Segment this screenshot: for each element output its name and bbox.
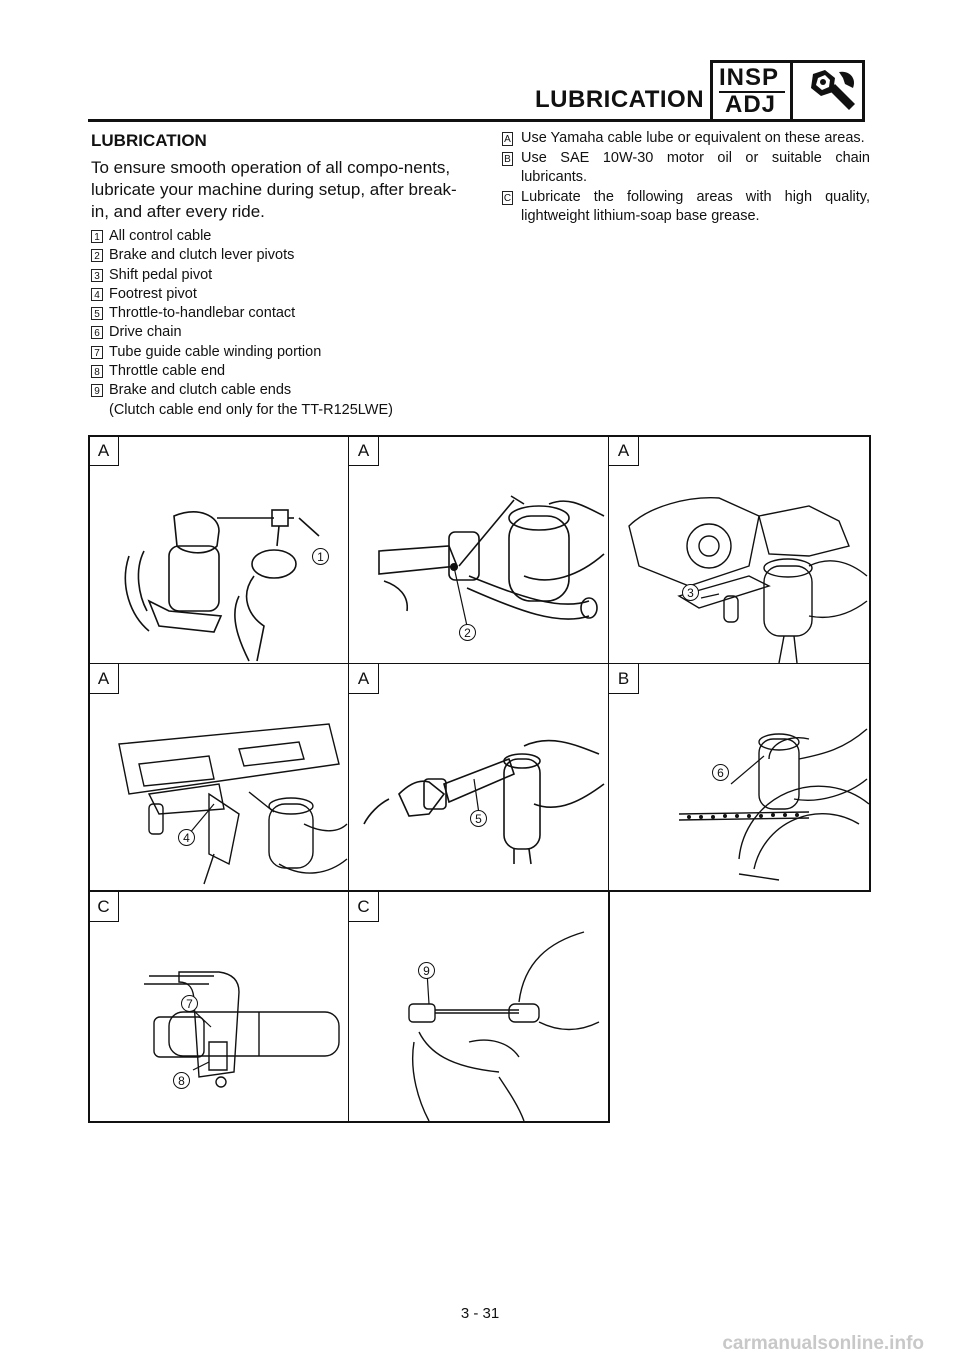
list-item (91, 246, 461, 265)
wrench-nut-icon (799, 66, 859, 116)
notes-column (502, 129, 870, 227)
item-number: 6 (91, 326, 103, 339)
note-a (502, 129, 870, 149)
tube-guide-illustration (89, 892, 348, 1121)
list-item (91, 343, 461, 362)
page-number: 3 - 31 (460, 1305, 500, 1322)
figure-letter: C (349, 892, 379, 922)
note-letter: C (503, 192, 512, 204)
item-number: 2 (91, 249, 103, 262)
item-text: Throttle-to-handlebar contact (109, 305, 296, 322)
note-text: Use SAE 10W-30 motor oil or suitable chain lubricants. (521, 149, 870, 185)
badge-insp-text: INSP (719, 64, 780, 91)
throttle-illustration (349, 664, 608, 891)
note-b (502, 149, 870, 188)
item-number: 7 (91, 346, 103, 359)
list-item (91, 323, 461, 342)
badge-adj-text: ADJ (725, 91, 777, 118)
item-text: Brake and clutch lever pivots (109, 247, 295, 264)
list-item (91, 285, 461, 304)
figure-letter: B (609, 664, 639, 694)
list-item-subnote: (Clutch cable end only for the TT-R125LWE) (109, 401, 393, 418)
callout-4: 4 (178, 829, 195, 846)
callout-6: 6 (712, 764, 729, 781)
figure-letter: A (89, 664, 119, 694)
watermark: carmanualsonline.info (722, 1333, 924, 1354)
item-text: Drive chain (109, 324, 182, 341)
figure-letter: A (349, 436, 379, 466)
control-cable-illustration (89, 436, 348, 663)
item-number: 4 (91, 288, 103, 301)
item-text: Shift pedal pivot (109, 266, 213, 283)
cable-end-illustration (349, 892, 608, 1121)
callout-8: 8 (173, 1072, 190, 1089)
figure-shift-pedal (609, 436, 870, 663)
intro-paragraph: To ensure smooth operation of all compo-nents, lubricate your machine during setup, after break-in, and after every ride. (91, 158, 457, 221)
callout-7: 7 (181, 995, 198, 1012)
item-text: Footrest pivot (109, 285, 197, 302)
list-item (91, 304, 461, 323)
item-text: Brake and clutch cable ends (109, 382, 292, 399)
item-text: Tube guide cable winding portion (109, 343, 322, 360)
callout-9: 9 (418, 962, 435, 979)
insp-adj-label (713, 63, 793, 119)
item-number: 3 (91, 269, 103, 282)
note-letter: A (502, 132, 513, 146)
figure-letter: A (349, 664, 379, 694)
item-number: 8 (91, 365, 103, 378)
item-number: 9 (91, 384, 103, 397)
callout-2: 2 (459, 624, 476, 641)
figure-drive-chain (609, 664, 870, 891)
list-item (91, 362, 461, 381)
list-item (91, 227, 461, 246)
figure-tube-guide (89, 892, 348, 1121)
figure-letter: A (89, 436, 119, 466)
figure-throttle (349, 664, 608, 891)
page-header-title: LUBRICATION (535, 86, 705, 113)
shift-pedal-illustration (609, 436, 870, 663)
note-letter: B (502, 152, 513, 166)
note-text: Lubricate the following areas with high quality, lightweight lithium-soap base grease. (521, 188, 870, 224)
drive-chain-illustration (609, 664, 870, 891)
section-badge (710, 60, 865, 122)
figure-lever-pivots (349, 436, 608, 663)
item-number: 1 (91, 230, 103, 243)
list-item (91, 381, 461, 400)
section-title: LUBRICATION (91, 131, 207, 150)
list-item (91, 266, 461, 285)
item-number: 5 (91, 307, 103, 320)
note-c (502, 188, 870, 227)
footrest-illustration (89, 664, 348, 891)
lubrication-text-column (91, 128, 461, 420)
item-text: Throttle cable end (109, 363, 226, 380)
callout-5: 5 (470, 810, 487, 827)
figure-control-cable (89, 436, 348, 663)
lever-pivot-illustration (349, 436, 608, 663)
figure-letter: C (89, 892, 119, 922)
callout-3: 3 (682, 584, 699, 601)
figure-cable-ends (349, 892, 608, 1121)
item-text: All control cable (109, 228, 212, 244)
figure-letter: A (609, 436, 639, 466)
note-text: Use Yamaha cable lube or equivalent on these areas. (521, 130, 865, 146)
figure-footrest (89, 664, 348, 891)
header-rule (88, 119, 710, 122)
callout-1: 1 (312, 548, 329, 565)
